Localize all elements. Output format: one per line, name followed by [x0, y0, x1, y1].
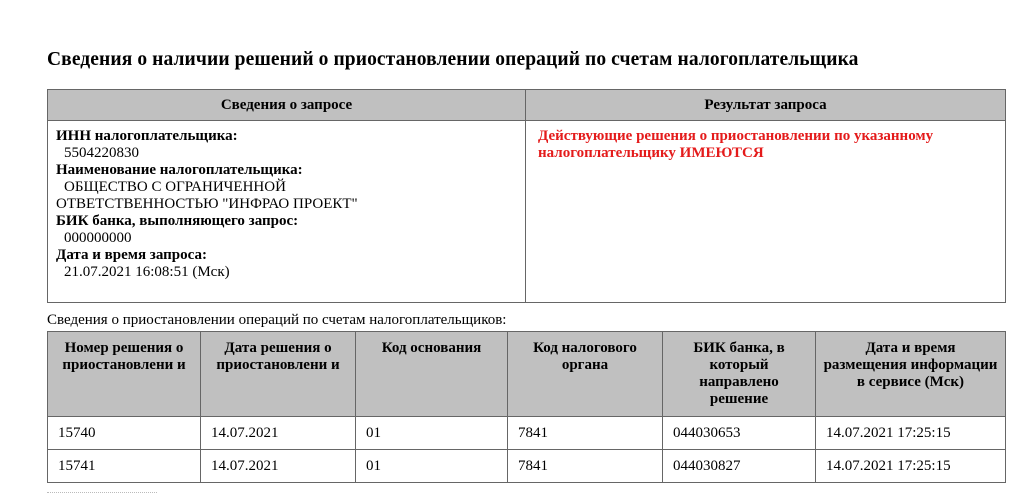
request-table-body-row: [48, 121, 1006, 303]
header-request-info: Сведения о запросе: [48, 90, 526, 121]
col-basis-code: Код основания: [356, 332, 508, 417]
col-decision-number: Номер решения о приостановлени и: [48, 332, 201, 417]
page-title: Сведения о наличии решений о приостановлении операций по счетам налогоплательщика: [47, 49, 859, 70]
table-row: [48, 450, 1006, 483]
tax-authority-code-cell: 7841: [508, 450, 663, 483]
operations-header-row: [48, 332, 1006, 417]
col-bank-bik: БИК банка, в который направлено решение: [663, 332, 816, 417]
request-info-table: [47, 89, 1006, 303]
decision-number-cell: 15741: [48, 450, 201, 483]
suspension-operations-table: [47, 331, 1006, 483]
bank-bik-label: БИК банка, выполняющего запрос:: [56, 213, 299, 229]
operations-caption: Сведения о приостановлении операций по счетам налогоплательщиков:: [47, 312, 507, 328]
basis-code-cell: 01: [356, 417, 508, 450]
taxpayer-name-line1: ОБЩЕСТВО С ОГРАНИЧЕННОЙ: [64, 179, 286, 195]
posted-datetime-cell: 14.07.2021 17:25:15: [816, 450, 1006, 483]
taxpayer-name-label: Наименование налогоплательщика:: [56, 162, 303, 178]
basis-code-cell: 01: [356, 450, 508, 483]
inn-value: 5504220830: [64, 145, 139, 161]
col-tax-authority-code: Код налогового органа: [508, 332, 663, 417]
bank-bik-value: 000000000: [64, 230, 132, 246]
page-cut-divider: [47, 492, 157, 496]
request-datetime-label: Дата и время запроса:: [56, 247, 207, 263]
request-info-cell: [48, 121, 526, 303]
decision-date-cell: 14.07.2021: [201, 450, 356, 483]
col-decision-date: Дата решения о приостановлени и: [201, 332, 356, 417]
bank-bik-cell: 044030653: [663, 417, 816, 450]
request-datetime-value: 21.07.2021 16:08:51 (Мск): [64, 264, 230, 280]
col-posted-datetime: Дата и время размещения информации в сервисе (Мск): [816, 332, 1006, 417]
request-table-header-row: [48, 90, 1006, 121]
inn-label: ИНН налогоплательщика:: [56, 128, 238, 144]
request-result-cell: [526, 121, 1006, 303]
posted-datetime-cell: 14.07.2021 17:25:15: [816, 417, 1006, 450]
header-request-result: Результат запроса: [526, 90, 1006, 121]
table-row: [48, 417, 1006, 450]
request-result-text: Действующие решения о приостановлении по указанному налогоплательщику ИМЕЮТСЯ: [538, 128, 934, 161]
tax-authority-code-cell: 7841: [508, 417, 663, 450]
taxpayer-name-value: [56, 179, 517, 213]
decision-number-cell: 15740: [48, 417, 201, 450]
bank-bik-cell: 044030827: [663, 450, 816, 483]
decision-date-cell: 14.07.2021: [201, 417, 356, 450]
taxpayer-name-line2: ОТВЕТСТВЕННОСТЬЮ "ИНФРАО ПРОЕКТ": [56, 196, 358, 212]
